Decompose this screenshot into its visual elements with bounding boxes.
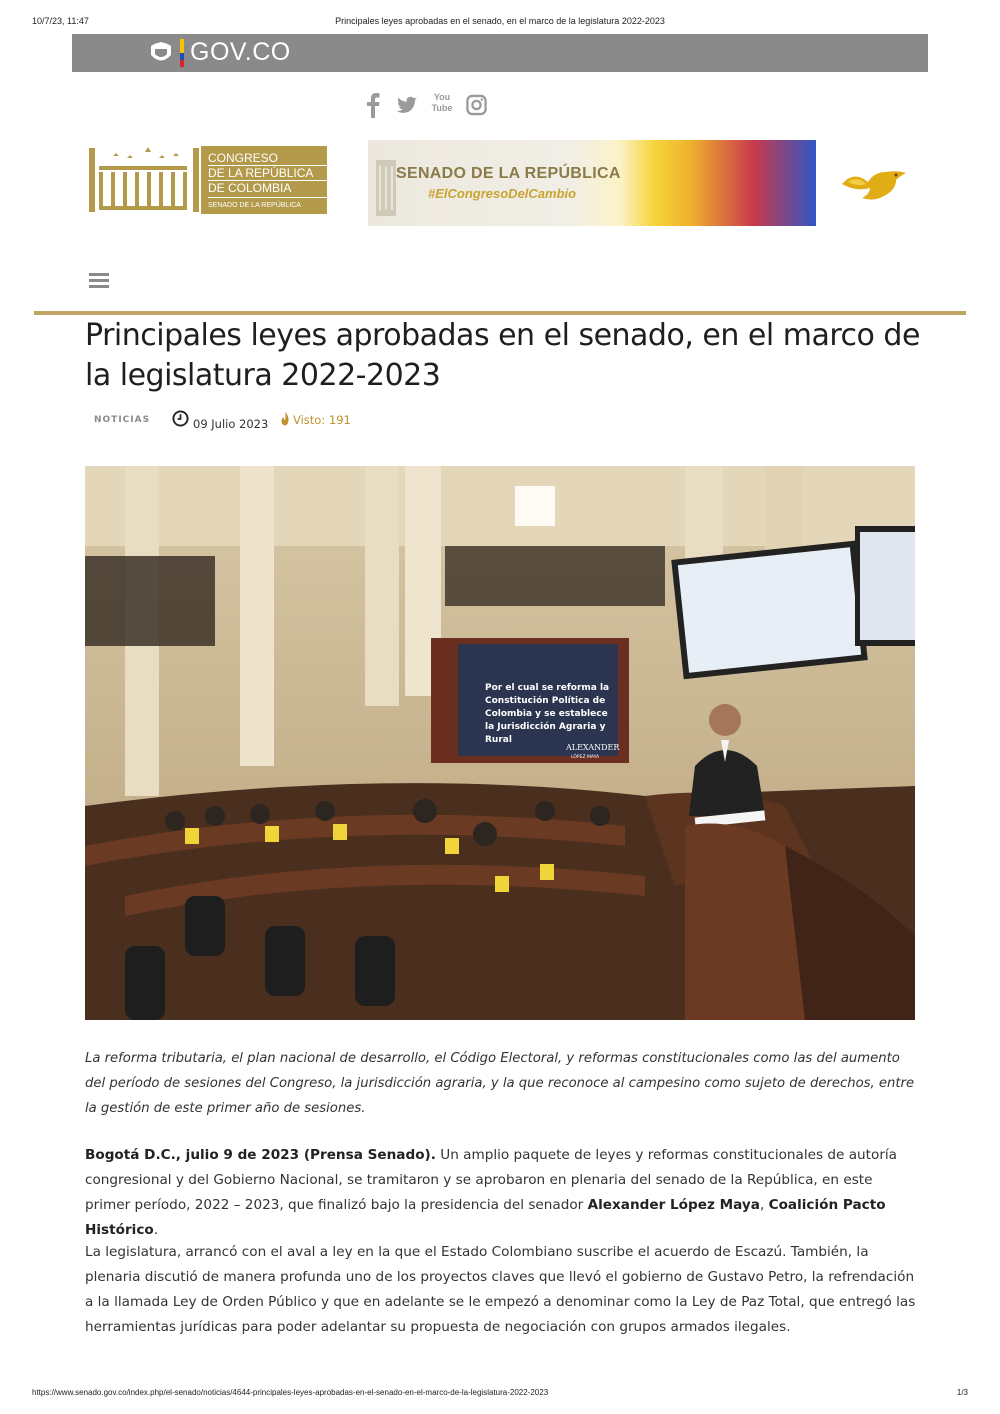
print-timestamp: 10/7/23, 11:47: [32, 16, 89, 26]
screen-speaker: ALEXANDER: [566, 743, 620, 752]
view-count: Visto: 191: [293, 413, 351, 427]
gov-co-link[interactable]: GOV.CO: [190, 38, 291, 66]
instagram-icon[interactable]: [466, 92, 487, 118]
category-link[interactable]: NOTICIAS: [94, 415, 151, 425]
print-url: https://www.senado.gov.co/index.php/el-senado/noticias/4644-principales-leyes-aprobadas-en-el-senado-en-el-marco-de-la-legislatura-2022-2023: [32, 1388, 549, 1397]
print-page-number: 1/3: [956, 1388, 968, 1397]
golden-dove-icon: [840, 160, 910, 206]
print-header: [32, 16, 968, 30]
article-paragraph-1: [85, 1143, 920, 1243]
senado-banner[interactable]: [368, 140, 816, 226]
capitol-pillars-icon: [89, 146, 201, 214]
fire-icon: [280, 412, 290, 426]
banner-hashtag: #ElCongresoDelCambio: [428, 186, 577, 201]
plenary-scene-illustration: [85, 466, 915, 1020]
facebook-icon[interactable]: [366, 92, 380, 118]
article-summary: La reforma tributaria, el plan nacional de desarrollo, el Código Electoral, y reformas constitucionales como las del aumento del período de sesiones del Congreso, la jurisdicción agraria, y la que reconoce al campesino como sujeto de derechos, entre la gestión de este primer año de sesiones.: [85, 1051, 915, 1116]
paragraph-1-end: .: [153, 1222, 159, 1238]
colombia-flag-icon: [180, 39, 184, 67]
screen-line-4: la Jurisdicción Agraria y: [485, 722, 606, 732]
publish-date: 09 Julio 2023: [193, 417, 269, 431]
logo-line-4: SENADO DE LA REPÚBLICA: [208, 202, 301, 209]
hamburger-icon[interactable]: [89, 273, 109, 289]
paragraph-1-separator: ,: [759, 1197, 769, 1213]
screen-line-1: Por el cual se reforma la: [485, 683, 610, 693]
clock-icon: [172, 410, 189, 427]
screen-line-2: Constitución Política de: [485, 696, 606, 706]
colombia-shield-icon: [148, 40, 174, 66]
dateline: Bogotá D.C., julio 9 de 2023 (Prensa Senado).: [85, 1147, 436, 1163]
screen-speaker-last: LÓPEZ MAYA: [571, 755, 600, 760]
logo-line-1: CONGRESO: [208, 151, 279, 165]
print-page-title: Principales leyes aprobadas en el senado, en el marco de la legislatura 2022-2023: [335, 16, 665, 26]
youtube-icon[interactable]: You Tube: [431, 92, 453, 113]
article-title: Principales leyes aprobadas en el senado, en el marco de la legislatura 2022-2023: [85, 318, 920, 393]
logo-line-3: DE COLOMBIA: [208, 181, 292, 195]
congreso-logo[interactable]: [89, 146, 327, 214]
senate-plenary-photo: [85, 466, 915, 1020]
senator-name: Alexander López Maya: [587, 1197, 760, 1213]
screen-line-3: Colombia y se establece: [485, 709, 608, 719]
gold-divider: [34, 311, 966, 315]
article-paragraph-2: La legislatura, arrancó con el aval a ley en la que el Estado Colombiano suscribe el acuerdo de Escazú. También, la plenaria discutió de manera profunda uno de los proyectos claves que llevó el gobierno de Gustavo Petro, la refrendación a la llamada Ley de Orden Público y que en adelante se le empezó a denominar como la Ley de Paz Total, que entregó las herramientas jurídicas para poder adelantar su propuesta de negociación con grupos armados ilegales.: [85, 1244, 916, 1335]
article-meta: [94, 410, 494, 434]
screen-line-5: Rural: [485, 735, 512, 745]
party-name: Coalición Pacto Histórico: [85, 1197, 886, 1238]
gov-bar: [72, 34, 928, 72]
building-icon: [376, 154, 396, 216]
twitter-icon[interactable]: [396, 92, 418, 118]
logo-text-box: [201, 146, 327, 214]
social-links: [362, 92, 492, 120]
logo-line-2: DE LA REPÚBLICA: [208, 166, 314, 180]
banner-title: SENADO DE LA REPÚBLICA: [396, 165, 621, 182]
print-footer: [32, 1388, 968, 1400]
paragraph-1-text: Un amplio paquete de leyes y reformas constitucionales de autoría congresional y del Gobierno Nacional, se tramitaron y se aprobaron en plenaria del senado de la República, en este primer período, 2022 – 2023, que finalizó bajo la presidencia del senador: [85, 1147, 898, 1213]
